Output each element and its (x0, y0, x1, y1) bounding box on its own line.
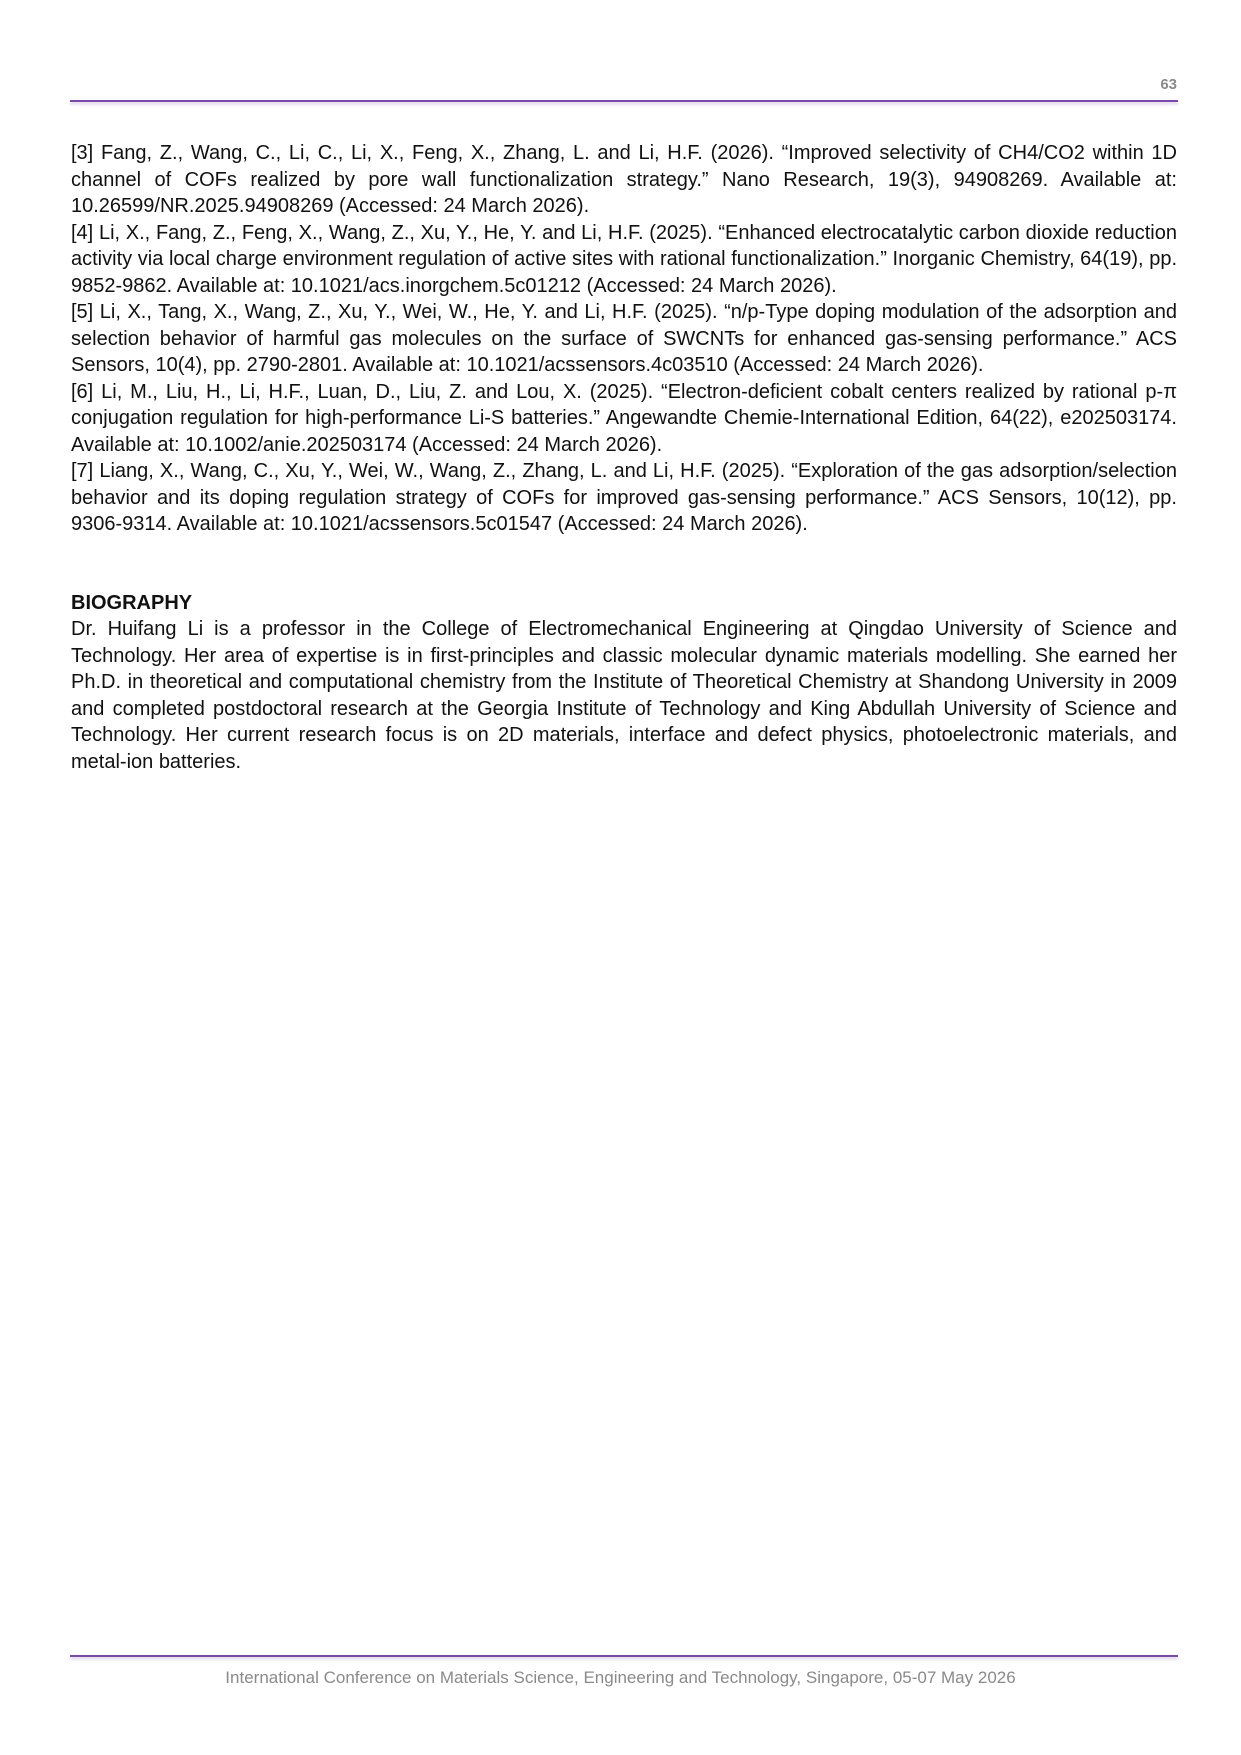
header-divider (70, 100, 1178, 102)
reference-3: [3] Fang, Z., Wang, C., Li, C., Li, X., Feng, X., Zhang, L. and Li, H.F. (2026). “Improved selectivity of CH4/CO2 within 1D channel of COFs realized by pore wall functionalization strategy.” Nano Research, 19(3), 94908269. Available at: 10.26599/NR.2025.94908269 (Accessed: 24 March 2026). (71, 142, 1177, 217)
biography-heading: BIOGRAPHY (71, 591, 193, 614)
reference-5: [5] Li, X., Tang, X., Wang, Z., Xu, Y., Wei, W., He, Y. and Li, H.F. (2025). “n/p-Type doping modulation of the adsorption and selection behavior of harmful gas molecules on the surface of SWCNTs for enhanced gas-sensing performance.” ACS Sensors, 10(4), pp. 2790-2801. Available at: 10.1021/acssensors.4c03510 (Accessed: 24 March 2026). (71, 301, 1177, 376)
footer-text: International Conference on Materials Science, Engineering and Technology, Singapore, 05-07 May 2026 (225, 1668, 1016, 1687)
page-number: 63 (1160, 76, 1177, 93)
footer-divider (70, 1655, 1178, 1657)
page-content (71, 140, 1177, 775)
reference-7: [7] Liang, X., Wang, C., Xu, Y., Wei, W., Wang, Z., Zhang, L. and Li, H.F. (2025). “Exploration of the gas adsorption/selection behavior and its doping regulation strategy of COFs for improved gas-sensing performance.” ACS Sensors, 10(12), pp. 9306-9314. Available at: 10.1021/acssensors.5c01547 (Accessed: 24 March 2026). (71, 460, 1177, 535)
reference-6: [6] Li, M., Liu, H., Li, H.F., Luan, D., Liu, Z. and Lou, X. (2025). “Electron-deficient cobalt centers realized by rational p-π conjugation regulation for high-performance Li-S batteries.” Angewandte Chemie-International Edition, 64(22), e202503174. Available at: 10.1002/anie.202503174 (Accessed: 24 March 2026). (71, 380, 1177, 456)
reference-4: [4] Li, X., Fang, Z., Feng, X., Wang, Z., Xu, Y., He, Y. and Li, H.F. (2025). “Enhanced electrocatalytic carbon dioxide reduction activity via local charge environment regulation of active sites with rational functionalization.” Inorganic Chemistry, 64(19), pp. 9852-9862. Available at: 10.1021/acs.inorgchem.5c01212 (Accessed: 24 March 2026). (71, 221, 1177, 297)
biography-text: Dr. Huifang Li is a professor in the College of Electromechanical Engineering at Qingdao University of Science and Technology. Her area of expertise is in first-principles and classic molecular dynamic materials modelling. She earned her Ph.D. in theoretical and computational chemistry from the Institute of Theoretical Chemistry at Shandong University in 2009 and completed postdoctoral research at the Georgia Institute of Technology and King Abdullah University of Science and Technology. Her current research focus is on 2D materials, interface and defect physics, photoelectronic materials, and metal-ion batteries. (71, 618, 1177, 773)
